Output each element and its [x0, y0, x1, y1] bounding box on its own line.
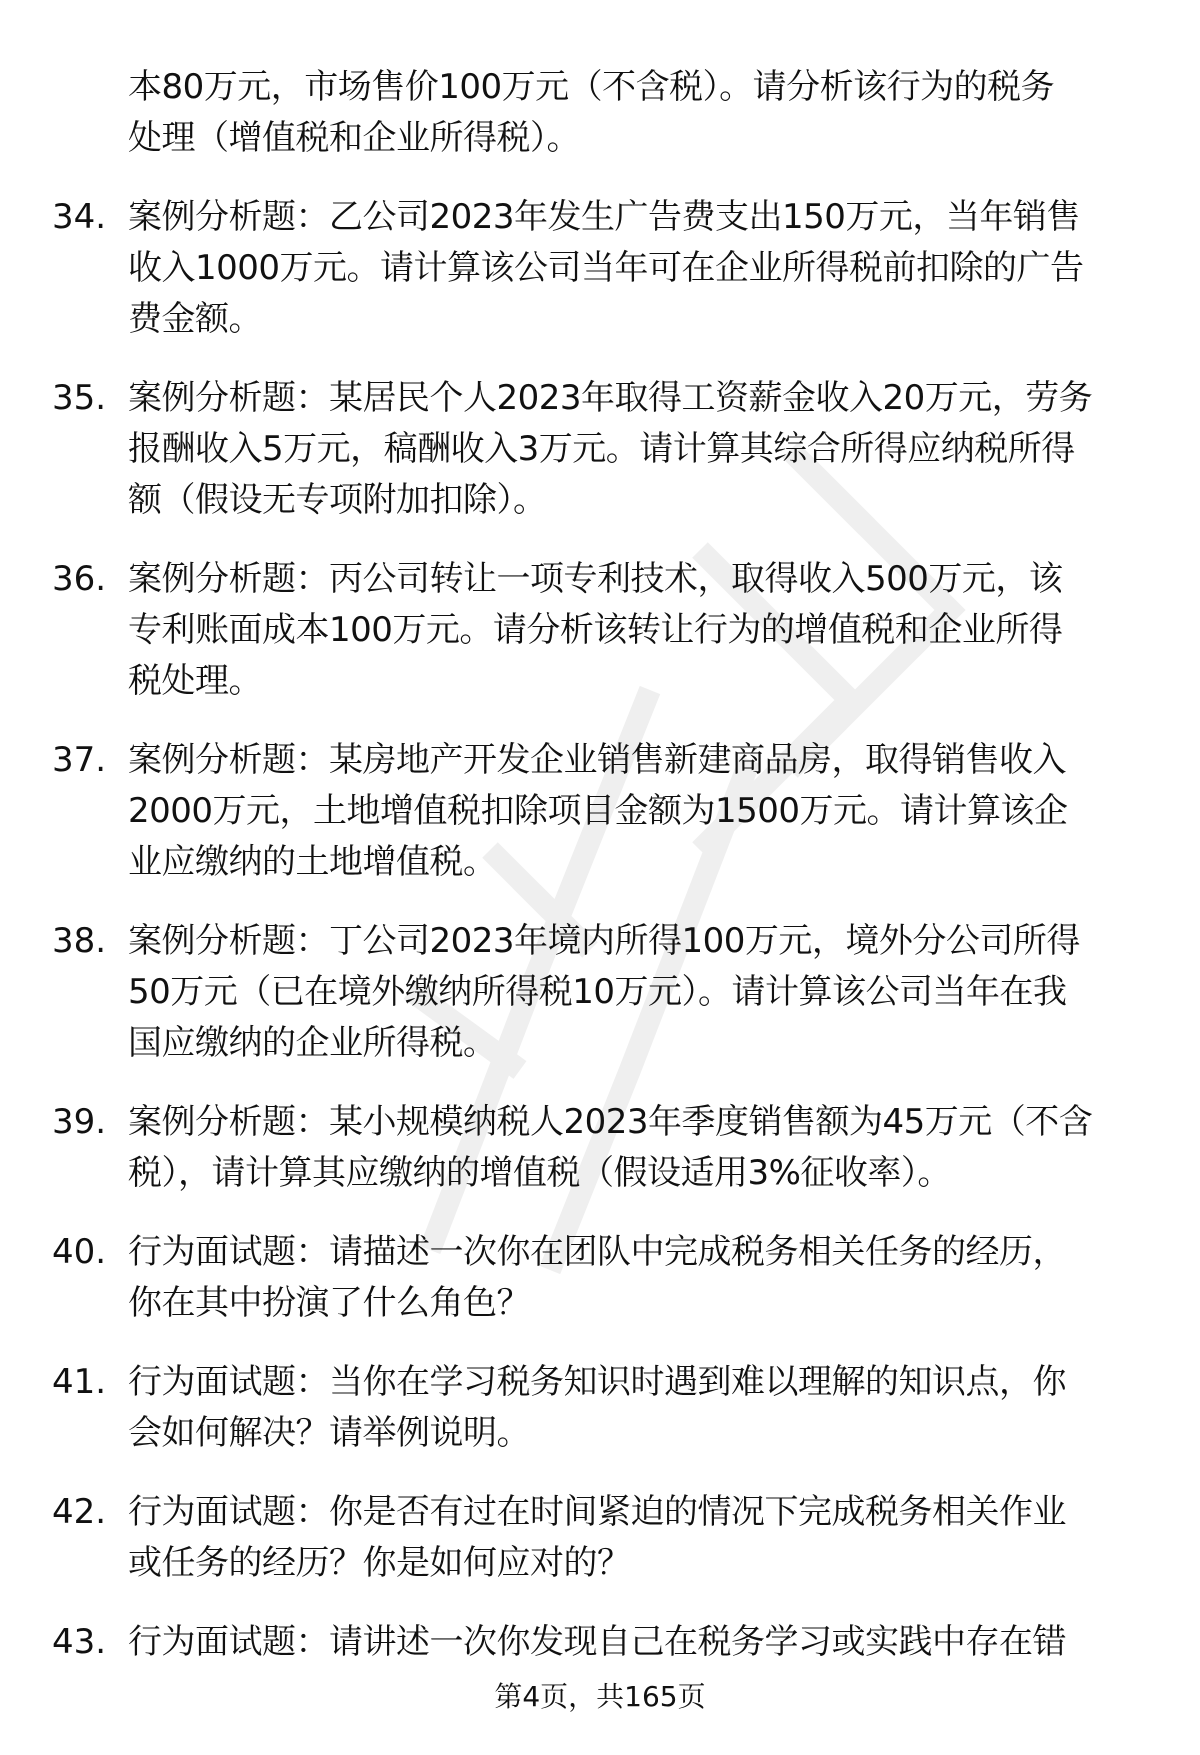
question-number: 37.	[52, 740, 107, 780]
question-text-line: 行为面试题：当你在学习税务知识时遇到难以理解的知识点，你	[128, 1362, 1066, 1402]
question-item	[0, 916, 1200, 1069]
question-text-line: 案例分析题：乙公司2023年发生广告费支出150万元，当年销售	[128, 197, 1080, 237]
page-number: 第4页，共165页	[494, 1680, 706, 1713]
question-text-line: 业应缴纳的土地增值税。	[128, 842, 497, 882]
question-text-line: 专利账面成本100万元。请分析该转让行为的增值税和企业所得	[128, 610, 1063, 650]
question-item	[0, 1227, 1200, 1329]
question-text-line: 或任务的经历？你是如何应对的？	[128, 1543, 631, 1583]
question-text-line: 额（假设无专项附加扣除）。	[128, 480, 547, 520]
question-number: 38.	[52, 921, 107, 961]
question-text-line: 行为面试题：请描述一次你在团队中完成税务相关任务的经历，	[128, 1232, 1066, 1272]
question-text-line: 本80万元，市场售价100万元（不含税）。请分析该行为的税务	[128, 67, 1055, 107]
question-number: 39.	[52, 1102, 107, 1142]
question-number: 42.	[52, 1492, 107, 1532]
question-text-line: 2000万元，土地增值税扣除项目金额为1500万元。请计算该企	[128, 791, 1068, 831]
question-item	[0, 554, 1200, 707]
question-text-line: 报酬收入5万元，稿酬收入3万元。请计算其综合所得应纳税所得	[128, 429, 1075, 469]
question-text-line: 50万元（已在境外缴纳所得税10万元）。请计算该公司当年在我	[128, 972, 1067, 1012]
question-text-line: 收入1000万元。请计算该公司当年可在企业所得税前扣除的广告	[128, 248, 1084, 288]
question-text-line: 行为面试题：你是否有过在时间紧迫的情况下完成税务相关作业	[128, 1492, 1066, 1532]
question-text-line: 税处理。	[128, 661, 262, 701]
question-text-line: 行为面试题：请讲述一次你发现自己在税务学习或实践中存在错	[128, 1622, 1066, 1662]
question-item	[0, 62, 1200, 164]
question-number: 35.	[52, 378, 107, 418]
question-text-line: 费金额。	[128, 299, 262, 339]
question-number: 43.	[52, 1622, 107, 1662]
question-text-line: 案例分析题：某小规模纳税人2023年季度销售额为45万元（不含	[128, 1102, 1093, 1142]
question-text-line: 案例分析题：丙公司转让一项专利技术，取得收入500万元，该	[128, 559, 1063, 599]
question-text-line: 税），请计算其应缴纳的增值税（假设适用3%征收率）。	[128, 1153, 951, 1193]
question-item	[0, 373, 1200, 526]
question-item	[0, 1487, 1200, 1589]
question-item	[0, 735, 1200, 888]
question-text-line: 处理（增值税和企业所得税）。	[128, 118, 580, 158]
question-number: 40.	[52, 1232, 107, 1272]
question-item	[0, 1097, 1200, 1199]
question-text-line: 案例分析题：丁公司2023年境内所得100万元，境外分公司所得	[128, 921, 1080, 961]
question-number: 41.	[52, 1362, 107, 1402]
question-number: 34.	[52, 197, 107, 237]
question-text-line: 会如何解决？请举例说明。	[128, 1413, 530, 1453]
question-text-line: 案例分析题：某居民个人2023年取得工资薪金收入20万元，劳务	[128, 378, 1093, 418]
question-item	[0, 192, 1200, 345]
question-list	[0, 62, 1200, 1696]
question-number: 36.	[52, 559, 107, 599]
question-item	[0, 1617, 1200, 1668]
question-text-line: 案例分析题：某房地产开发企业销售新建商品房，取得销售收入	[128, 740, 1066, 780]
question-text-line: 国应缴纳的企业所得税。	[128, 1023, 497, 1063]
question-item	[0, 1357, 1200, 1459]
question-text-line: 你在其中扮演了什么角色？	[128, 1283, 530, 1323]
